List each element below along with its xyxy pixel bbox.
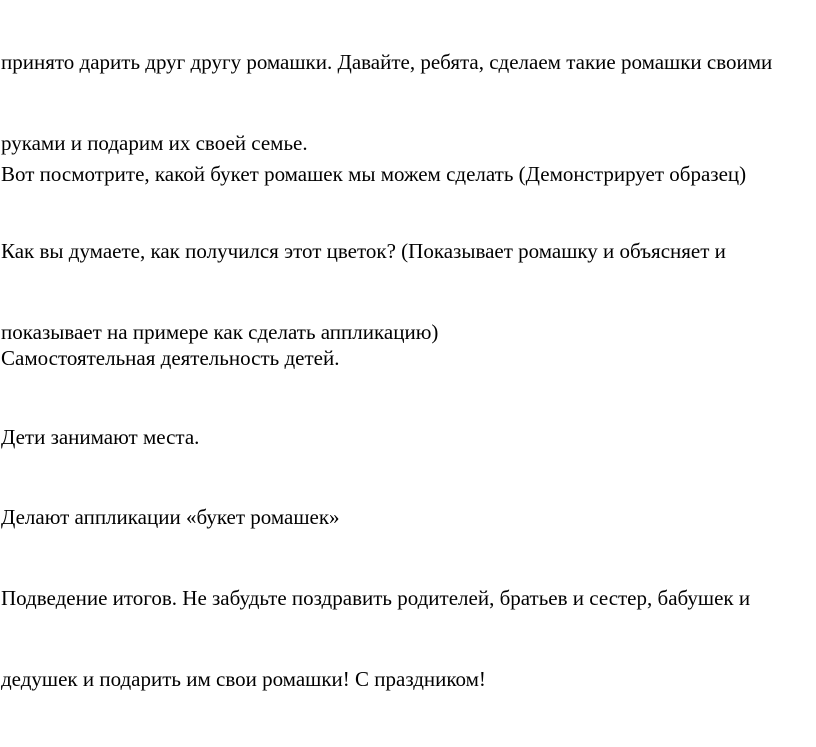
text-line: руками и подарим их своей семье. — [1, 131, 308, 155]
text-line: Вот посмотрите, какой букет ромашек мы можем сделать (Демонстрирует образец) — [1, 162, 747, 186]
text-line: принято дарить друг другу ромашки. Давайте, ребята, сделаем такие ромашки своими — [1, 50, 773, 74]
text-line: Самостоятельная деятельность детей. — [1, 346, 340, 370]
text-line: дедушек и подарить им свои ромашки! С праздником! — [1, 667, 486, 691]
text-line: Подведение итогов. Не забудьте поздравить родителей, братьев и сестер, бабушек и — [1, 586, 751, 610]
paragraph-summary — [1, 531, 750, 747]
text-line: показывает на примере как сделать аппликацию) — [1, 320, 439, 344]
text-line: Делают аппликации «букет ромашек» — [1, 505, 340, 529]
text-line: Дети занимают места. — [1, 425, 200, 449]
text-line: Как вы думаете, как получился этот цветок? (Показывает ромашку и объясняет и — [1, 239, 726, 263]
